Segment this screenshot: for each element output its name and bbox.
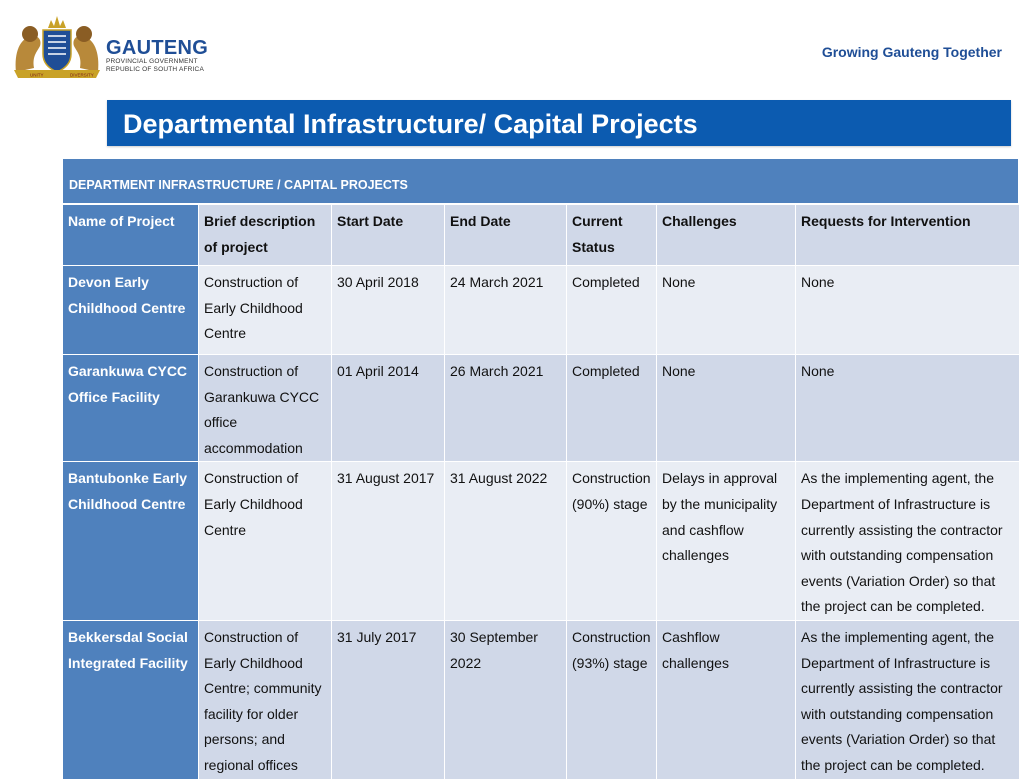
header-cell: Requests for Intervention [796,205,1020,266]
project-name-cell: Devon Early Childhood Centre [63,266,199,355]
table-row [63,266,1020,355]
table-cell: Cashflow challenges [657,620,796,779]
table-cell: 31 July 2017 [332,620,445,779]
table-cell: 01 April 2014 [332,355,445,462]
table-row [63,462,1020,621]
svg-text:DIVERSITY: DIVERSITY [70,72,94,78]
table-cell: Construction of Early Childhood Centre [199,462,332,621]
table-cell: Construction (93%) stage [567,620,657,779]
header-cell: Name of Project [63,205,199,266]
gauteng-crest-logo [10,12,104,80]
header-cell: Current Status [567,205,657,266]
projects-table-container [62,158,1019,780]
table-cell: Completed [567,266,657,355]
projects-table [62,204,1020,780]
table-cell: Delays in approval by the municipality and cashflow challenges [657,462,796,621]
slogan: Growing Gauteng Together [821,44,1002,60]
table-cell: 31 August 2022 [445,462,567,621]
table-cell: As the implementing agent, the Department of Infrastructure is currently assisting the contractor with outstanding compensation events (Variation Order) so that the project can be completed. [796,620,1020,779]
table-cell: Completed [567,355,657,462]
project-name-cell: Bekkersdal Social Integrated Facility [63,620,199,779]
header-cell: Brief description of project [199,205,332,266]
header-cell: End Date [445,205,567,266]
title-banner [107,100,1011,146]
table-cell: Construction of Garankuwa CYCC office accommodation [199,355,332,462]
table-cell: Construction of Early Childhood Centre; community facility for older persons; and regional offices [199,620,332,779]
table-cell: 24 March 2021 [445,266,567,355]
table-cell: None [796,355,1020,462]
table-row [63,620,1020,779]
project-name-cell: Garankuwa CYCC Office Facility [63,355,199,462]
page-title: Departmental Infrastructure/ Capital Projects [123,109,698,139]
table-row [63,355,1020,462]
project-name-cell: Bantubonke Early Childhood Centre [63,462,199,621]
header-cell: Challenges [657,205,796,266]
table-cell: Construction of Early Childhood Centre [199,266,332,355]
table-cell: 26 March 2021 [445,355,567,462]
brand-line1: PROVINCIAL GOVERNMENT [106,58,198,65]
brand-name: GAUTENG [106,37,209,59]
table-cell: 30 April 2018 [332,266,445,355]
table-title: DEPARTMENT INFRASTRUCTURE / CAPITAL PROJECTS [62,158,1019,204]
brand-line2: REPUBLIC OF SOUTH AFRICA [106,65,204,73]
header-cell: Start Date [332,205,445,266]
table-cell: None [796,266,1020,355]
brand-block [106,38,208,73]
table-cell: 30 September 2022 [445,620,567,779]
table-cell: Construction (90%) stage [567,462,657,621]
table-cell: None [657,355,796,462]
table-cell: As the implementing agent, the Department of Infrastructure is currently assisting the contractor with outstanding compensation events (Variation Order) so that the project can be completed. [796,462,1020,621]
table-header-row [63,205,1020,266]
svg-text:UNITY: UNITY [30,72,44,78]
table-cell: None [657,266,796,355]
table-cell: 31 August 2017 [332,462,445,621]
